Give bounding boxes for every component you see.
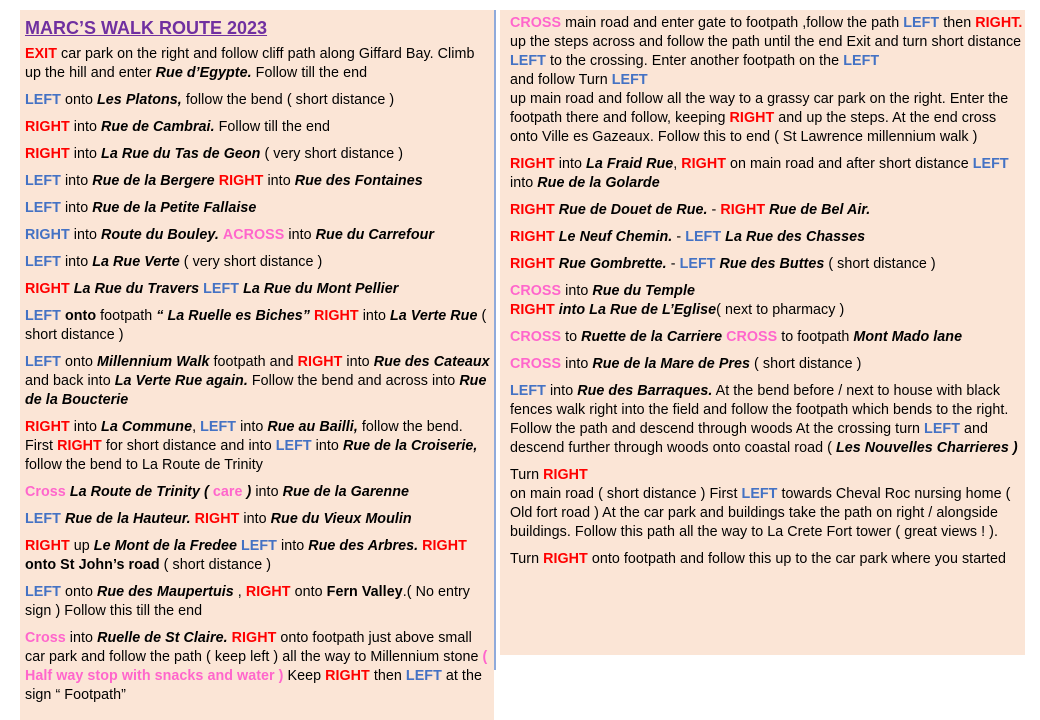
direction-step: [510, 550, 1025, 569]
direction-text: LEFT: [510, 383, 546, 399]
direction-text: Rue de la Petite Fallaise: [92, 200, 257, 216]
direction-text: RIGHT: [57, 438, 102, 454]
direction-step: [25, 483, 494, 502]
direction-text: RIGHT: [729, 110, 775, 126]
direction-text: Rue des Fontaines: [294, 173, 423, 189]
direction-step: [25, 118, 494, 137]
direction-text: Rue des Maupertuis: [97, 584, 234, 600]
direction-text: into: [554, 156, 587, 172]
direction-text: ( very short distance ): [179, 254, 323, 270]
direction-text: LEFT: [241, 538, 277, 554]
right-directions-panel: [500, 10, 1025, 655]
direction-text: ,: [673, 156, 682, 172]
left-directions-list: [25, 45, 494, 705]
direction-text: RIGHT: [325, 668, 370, 684]
direction-text: RIGHT: [681, 156, 727, 172]
direction-text: Rue de la Bergere: [92, 173, 215, 189]
direction-text: RIGHT: [25, 538, 70, 554]
direction-text: La Rue Verte: [92, 254, 180, 270]
direction-text: Rue des Cateaux: [373, 354, 490, 370]
direction-step: [25, 537, 494, 575]
direction-text: RIGHT: [510, 302, 555, 318]
direction-text: Rue du Vieux Moulin: [270, 511, 412, 527]
direction-text: LEFT: [25, 254, 61, 270]
direction-step: [25, 145, 494, 164]
direction-step: [25, 172, 494, 191]
direction-text: ): [242, 484, 252, 500]
direction-text: CROSS: [510, 356, 562, 372]
direction-text: LEFT: [203, 281, 240, 297]
direction-text: onto St John’s road: [25, 557, 160, 573]
direction-text: onto: [290, 584, 327, 600]
direction-text: La Fraid Rue: [586, 156, 674, 172]
direction-text: to footpath: [777, 329, 854, 345]
direction-step: [510, 201, 1025, 220]
direction-text: into: [65, 630, 98, 646]
direction-text: RIGHT: [245, 584, 291, 600]
direction-text: RIGHT: [25, 119, 70, 135]
page-title: MARC’S WALK ROUTE 2023: [25, 18, 268, 38]
direction-step: [25, 510, 494, 529]
direction-text: then: [369, 668, 406, 684]
direction-step: [510, 355, 1025, 374]
direction-text: ,: [233, 584, 246, 600]
direction-text: LEFT: [25, 354, 61, 370]
direction-text: Mont Mado lane: [853, 329, 963, 345]
direction-text: into: [561, 283, 593, 299]
direction-text: RIGHT: [218, 173, 264, 189]
direction-text: Rue de Cambrai.: [101, 119, 215, 135]
direction-text: Rue de Bel Air.: [769, 202, 871, 218]
direction-step: [510, 14, 1025, 147]
direction-text: onto: [60, 92, 98, 108]
direction-text: Keep: [283, 668, 326, 684]
direction-text: and descend further through woods onto coastal road (: [510, 421, 989, 456]
direction-step: [25, 199, 494, 218]
direction-text: Le Mont de la Fredee: [93, 538, 237, 554]
direction-text: into: [69, 419, 102, 435]
direction-text: into: [69, 146, 102, 162]
direction-text: into: [311, 438, 343, 454]
direction-step: [25, 91, 494, 110]
direction-text: and back into: [25, 373, 115, 389]
direction-text: onto footpath just above small car park and follow the path ( keep left ) all the way to Millennium stone: [25, 630, 483, 665]
direction-text: ( short distance ): [25, 308, 487, 343]
direction-text: into: [276, 538, 309, 554]
direction-text: Rue de la Croiserie,: [342, 438, 478, 454]
direction-text: ,: [192, 419, 201, 435]
direction-text: .( No entry sign ) Follow this till the end: [25, 584, 471, 619]
direction-text: to: [561, 329, 582, 345]
direction-text: at the sign “ Footpath”: [25, 668, 482, 703]
direction-text: RIGHT: [510, 229, 555, 245]
direction-text: and follow Turn: [510, 72, 612, 88]
direction-text: RIGHT: [510, 256, 555, 272]
direction-text: Rue Gombrette.: [558, 256, 667, 272]
direction-text: -: [666, 256, 680, 272]
direction-text: into: [239, 511, 271, 527]
direction-text: LEFT: [25, 308, 61, 324]
direction-text: ACROSS: [222, 227, 285, 243]
direction-text: La Rue du Mont Pellier: [243, 281, 399, 297]
direction-text: LEFT: [510, 53, 546, 69]
direction-text: RIGHT: [510, 156, 555, 172]
direction-text: RIGHT: [543, 551, 588, 567]
direction-step: [25, 307, 494, 345]
direction-text: towards Cheval Roc nursing home ( Old fort road ) At the car park and buildings take the path on right / alongside buildings. Follow this path all the way to La Crete Fort tower ( great views ! ).: [510, 486, 1011, 540]
direction-step: [25, 583, 494, 621]
direction-step: [510, 466, 1025, 542]
direction-text: RIGHT: [25, 227, 70, 243]
direction-text: Rue du Carrefour: [315, 227, 435, 243]
direction-step: [510, 228, 1025, 247]
direction-text: into: [545, 383, 578, 399]
direction-text: Cross: [25, 630, 66, 646]
direction-text: Follow till the end: [214, 119, 331, 135]
direction-text: RIGHT: [313, 308, 359, 324]
direction-text: into La Rue de L’Eglise: [554, 302, 717, 318]
direction-step: [25, 280, 494, 299]
direction-text: into: [69, 227, 102, 243]
direction-text: Turn: [510, 551, 544, 567]
direction-text: car park on the right and follow cliff path along Giffard Bay. Climb up the hill and enter: [25, 46, 475, 81]
direction-text: Follow till the end: [251, 65, 368, 81]
direction-text: RIGHT: [25, 419, 70, 435]
direction-text: and up the steps. At the end cross onto Ville es Gazeaux. Follow this to end ( St Lawrence millennium walk ): [510, 110, 997, 145]
direction-text: care: [212, 484, 243, 500]
direction-text: La Rue du Travers: [73, 281, 200, 297]
direction-text: Turn: [510, 467, 544, 483]
direction-text: “ La Ruelle es Biches”: [156, 308, 310, 324]
direction-text: LEFT: [25, 584, 61, 600]
direction-text: RIGHT: [510, 202, 555, 218]
direction-text: LEFT: [25, 511, 61, 527]
direction-text: to the crossing. Enter another footpath on the: [545, 53, 844, 69]
direction-text: ( next to pharmacy ): [716, 302, 845, 318]
direction-text: follow the bend ( short distance ): [181, 92, 395, 108]
direction-text: RIGHT: [422, 538, 467, 554]
direction-text: up: [69, 538, 94, 554]
direction-text: ( short distance ): [824, 256, 936, 272]
direction-text: into: [561, 356, 593, 372]
direction-text: follow the bend to La Route de Trinity: [25, 457, 263, 473]
direction-text: into: [263, 173, 295, 189]
direction-step: [25, 629, 494, 705]
direction-text: Rue de la Golarde: [537, 175, 660, 191]
direction-text: Rue de la Boucterie: [25, 373, 487, 408]
direction-text: into: [69, 119, 102, 135]
direction-step: [510, 382, 1025, 458]
direction-step: [25, 253, 494, 272]
direction-text: Millennium Walk: [97, 354, 210, 370]
direction-text: on main road and after short distance: [726, 156, 973, 172]
column-divider: [494, 10, 496, 670]
direction-text: Ruelle de St Claire.: [97, 630, 228, 646]
direction-text: La Rue des Chasses: [725, 229, 866, 245]
direction-text: up the steps across and follow the path until the end Exit and turn short distance: [510, 34, 1022, 50]
direction-text: up main road and follow all the way to a grassy car park on the right. Enter the footpath there and follow, keeping: [510, 91, 1009, 126]
right-directions-list: [510, 14, 1025, 569]
direction-text: footpath: [96, 308, 157, 324]
direction-text: Les Nouvelles Charrieres ): [835, 440, 1018, 456]
direction-text: -: [707, 202, 721, 218]
direction-text: into: [251, 484, 283, 500]
direction-text: LEFT: [685, 229, 722, 245]
direction-text: LEFT: [25, 173, 61, 189]
direction-step: [510, 328, 1025, 347]
direction-text: CROSS: [510, 283, 562, 299]
direction-text: Le Neuf Chemin.: [558, 229, 673, 245]
direction-text: RIGHT: [25, 281, 70, 297]
direction-text: LEFT: [679, 256, 716, 272]
direction-text: into: [358, 308, 390, 324]
direction-text: La Rue du Tas de Geon: [101, 146, 261, 162]
direction-text: Rue des Buttes: [719, 256, 825, 272]
direction-text: RIGHT: [297, 354, 343, 370]
direction-text: RIGHT: [231, 630, 277, 646]
direction-text: into: [284, 227, 316, 243]
direction-text: La Verte Rue again.: [114, 373, 248, 389]
direction-text: Rue de la Mare de Pres: [592, 356, 751, 372]
direction-text: main road and enter gate to footpath ,follow the path: [561, 15, 904, 31]
direction-text: LEFT: [25, 92, 61, 108]
direction-text: into: [60, 173, 93, 189]
direction-text: RIGHT: [543, 467, 588, 483]
direction-text: LEFT: [611, 72, 648, 88]
direction-text: Rue du Temple: [592, 283, 695, 299]
direction-text: Rue d’Egypte.: [155, 65, 252, 81]
direction-text: into: [342, 354, 374, 370]
direction-text: Rue de Douet de Rue.: [558, 202, 708, 218]
left-directions-panel: [20, 10, 494, 720]
direction-step: [25, 418, 494, 475]
direction-text: onto footpath and follow this up to the car park where you started: [587, 551, 1007, 567]
direction-text: Les Platons,: [97, 92, 182, 108]
direction-text: into: [510, 175, 538, 191]
direction-text: LEFT: [924, 421, 960, 437]
direction-text: onto: [60, 354, 98, 370]
direction-step: [25, 226, 494, 245]
direction-text: onto: [60, 584, 98, 600]
direction-text: RIGHT: [194, 511, 240, 527]
direction-text: CROSS: [726, 329, 778, 345]
direction-step: [510, 155, 1025, 193]
direction-text: LEFT: [25, 200, 61, 216]
direction-step: [510, 282, 1025, 320]
direction-text: LEFT: [741, 486, 778, 502]
direction-text: follow the bend. First: [25, 419, 463, 454]
direction-text: LEFT: [275, 438, 312, 454]
direction-text: for short distance and into: [101, 438, 276, 454]
direction-text: LEFT: [843, 53, 880, 69]
direction-text: into: [60, 254, 93, 270]
direction-text: then: [939, 15, 976, 31]
direction-text: ( short distance ): [750, 356, 862, 372]
direction-text: ( very short distance ): [260, 146, 404, 162]
direction-text: CROSS: [510, 329, 562, 345]
direction-text: Rue de la Garenne: [282, 484, 409, 500]
direction-text: Rue des Barraques.: [577, 383, 713, 399]
direction-text: into: [60, 200, 93, 216]
direction-text: RIGHT: [720, 202, 766, 218]
direction-text: RIGHT.: [975, 15, 1023, 31]
direction-step: [510, 255, 1025, 274]
direction-text: Rue des Arbres.: [308, 538, 419, 554]
direction-text: footpath and: [209, 354, 298, 370]
direction-step: [25, 353, 494, 410]
direction-text: Cross: [25, 484, 66, 500]
direction-text: ( short distance ): [159, 557, 272, 573]
direction-text: LEFT: [903, 15, 940, 31]
direction-text: Route du Bouley.: [101, 227, 219, 243]
direction-text: La Commune: [101, 419, 193, 435]
direction-text: Follow the bend and across into: [247, 373, 460, 389]
direction-text: CROSS: [510, 15, 562, 31]
direction-text: ( Half way stop with snacks and water ): [25, 649, 488, 684]
direction-text: La Verte Rue: [389, 308, 478, 324]
direction-text: LEFT: [200, 419, 237, 435]
direction-text: At the bend before / next to house with black fences walk right into the field and follow the footpath which bends to the right. Follow the path and descend through woods At the crossing turn: [510, 383, 1009, 437]
direction-text: Rue de la Hauteur.: [64, 511, 191, 527]
direction-text: La Route de Trinity (: [69, 484, 213, 500]
direction-text: LEFT: [405, 668, 442, 684]
direction-text: LEFT: [972, 156, 1009, 172]
direction-text: -: [672, 229, 686, 245]
direction-text: onto: [60, 308, 97, 324]
direction-step: [25, 45, 494, 83]
direction-text: into: [236, 419, 268, 435]
direction-text: Ruette de la Carriere: [581, 329, 723, 345]
direction-text: EXIT: [25, 46, 57, 62]
direction-text: Fern Valley: [326, 584, 403, 600]
direction-text: on main road ( short distance ) First: [510, 486, 742, 502]
direction-text: Rue au Bailli,: [267, 419, 358, 435]
direction-text: RIGHT: [25, 146, 70, 162]
